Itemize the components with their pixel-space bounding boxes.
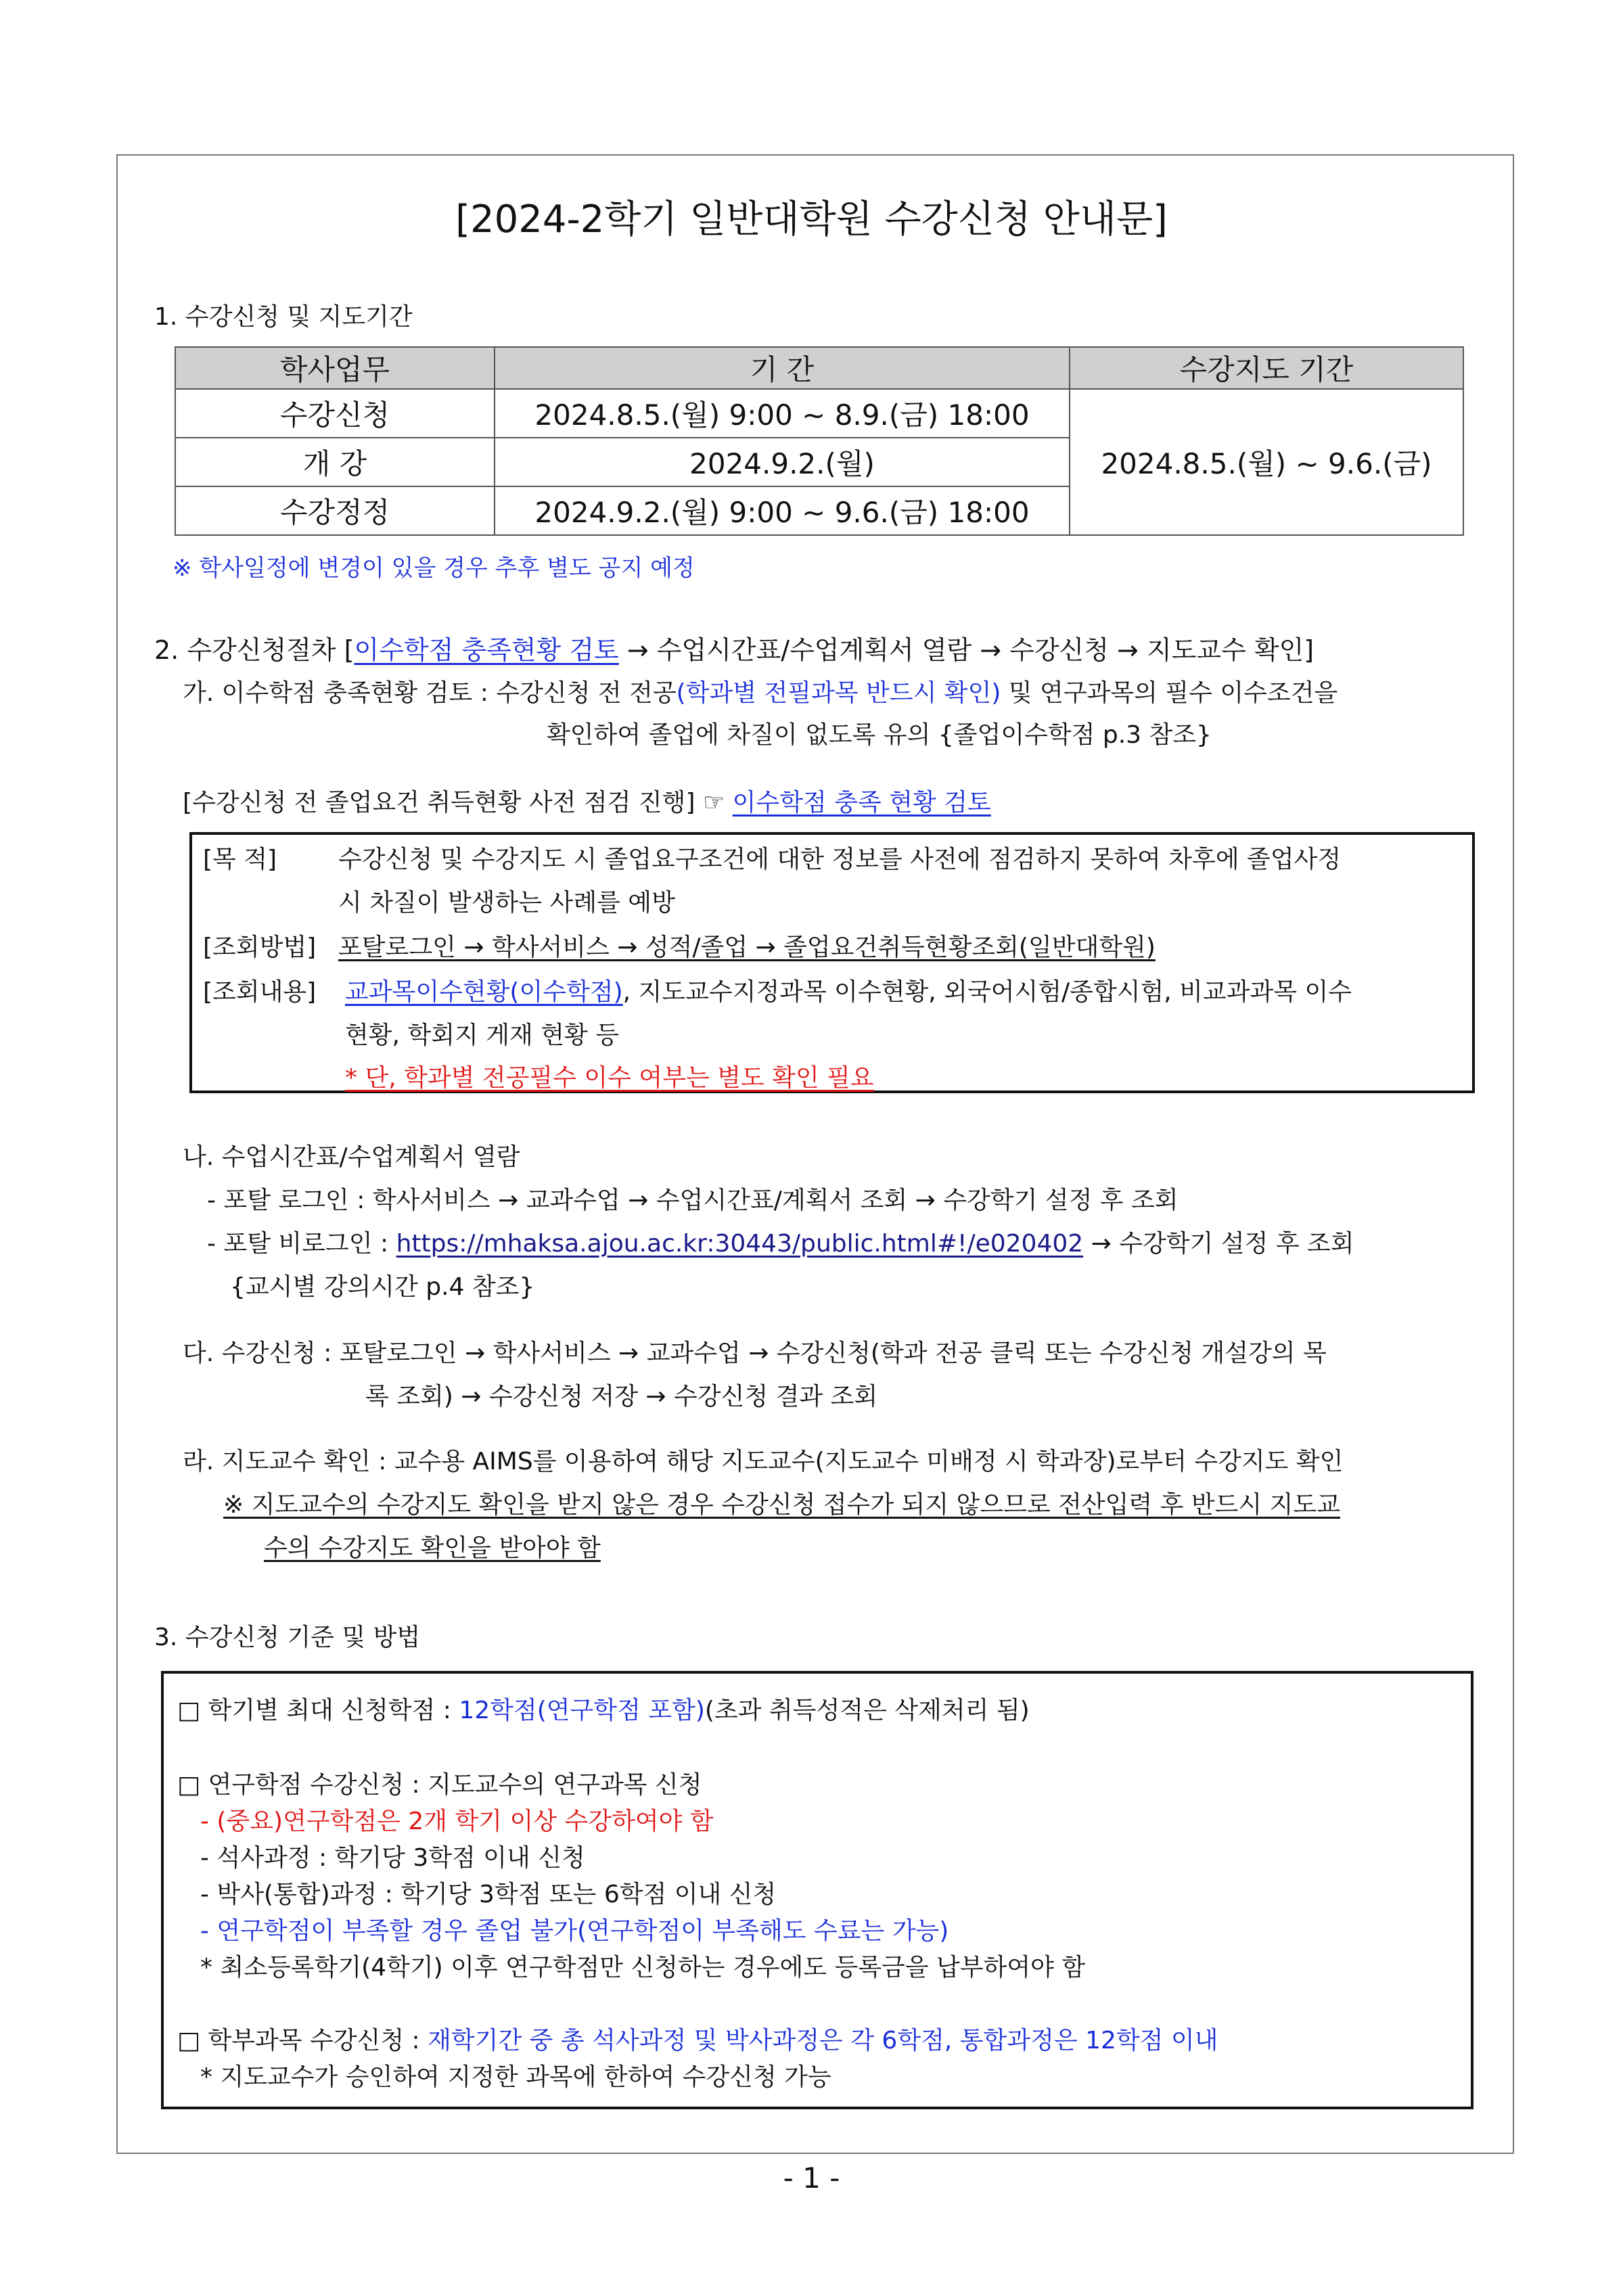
purpose-label: [목 적] — [203, 846, 277, 873]
item-ga — [183, 674, 1338, 708]
header-task: 학사업무 — [175, 347, 495, 389]
item-ra-1: 라. 지도교수 확인 : 교수용 AIMS를 이용하여 해당 지도교수(지도교수 미배정 시 학과장)로부터 수강지도 확인 — [183, 1448, 1344, 1475]
item-na-1: - 포탈 로그인 : 학사서비스 → 교과수업 → 수업시간표/계획서 조회 → 수강학기 설정 후 조회 — [207, 1187, 1179, 1214]
cell-task: 개 강 — [175, 438, 495, 486]
item-ra-3: 수의 수강지도 확인을 받아야 함 — [264, 1534, 601, 1562]
table-row — [175, 389, 1463, 438]
cell-period: 2024.8.5.(월) 9:00 ~ 8.9.(금) 18:00 — [495, 389, 1070, 438]
content-label: [조회내용] — [203, 978, 317, 1006]
item-da-2: 록 조회) → 수강신청 저장 → 수강신청 결과 조회 — [365, 1383, 878, 1410]
item-ga-text: 가. 이수학점 충족현황 검토 : 수강신청 전 전공 — [183, 679, 677, 707]
purpose-text: 수강신청 및 수강지도 시 졸업요구조건에 대한 정보를 사전에 점검하지 못하여 차후에 졸업사정 — [338, 846, 1342, 873]
cell-period: 2024.9.2.(월) — [495, 438, 1070, 486]
section-2-heading-pre: 2. 수강신청절차 [ — [154, 635, 355, 665]
item-ga-highlight: (학과별 전필과목 반드시 확인) — [676, 679, 1001, 707]
header-period: 기 간 — [495, 347, 1070, 389]
table-header-row — [175, 347, 1463, 389]
undergrad-note: * 지도교수가 승인하여 지정한 과목에 한하여 수강신청 가능 — [200, 2063, 831, 2091]
item-na-2-pre: - 포탈 비로그인 : — [207, 1230, 396, 1258]
item-na-2-post: → 수강학기 설정 후 조회 — [1083, 1230, 1354, 1258]
max-credits-label: □ 학기별 최대 신청학점 : — [177, 1697, 459, 1724]
max-credits-value: 12학점(연구학점 포함) — [459, 1697, 705, 1724]
schedule-note: ※ 학사일정에 변경이 있을 경우 추후 별도 공지 예정 — [173, 555, 695, 582]
section-2-heading-post: → 수업시간표/수업계획서 열람 → 수강신청 → 지도교수 확인] — [618, 635, 1315, 665]
content-warning: * 단, 학과별 전공필수 이수 여부는 별도 확인 필요 — [345, 1064, 874, 1092]
section-1-heading: 1. 수강신청 및 지도기간 — [154, 303, 413, 331]
schedule-table — [175, 346, 1464, 536]
item-na-heading: 나. 수업시간표/수업계획서 열람 — [183, 1143, 520, 1171]
item-na-2 — [207, 1224, 1354, 1259]
section-3-heading: 3. 수강신청 기준 및 방법 — [154, 1624, 421, 1651]
cell-task: 수강정정 — [175, 486, 495, 535]
item-ra-2: ※ 지도교수의 수강지도 확인을 받지 않은 경우 수강신청 접수가 되지 않으므로 전산입력 후 반드시 지도교 — [223, 1491, 1340, 1519]
page-number: - 1 - — [783, 2161, 840, 2195]
research-heading: □ 연구학점 수강신청 : 지도교수의 연구과목 신청 — [177, 1771, 702, 1799]
item-ga-line2: 확인하여 졸업에 차질이 없도록 유의 {졸업이수학점 p.3 참조} — [547, 721, 1212, 749]
cell-guidance-period: 2024.8.5.(월) ~ 9.6.(금) — [1070, 389, 1463, 535]
item-ga-text-post: 및 연구과목의 필수 이수조건을 — [1001, 679, 1338, 707]
undergrad-label: □ 학부과목 수강신청 : — [177, 2027, 428, 2054]
undergrad-limit: 재학기간 중 총 석사과정 및 박사과정은 각 6학점, 통합과정은 12학점 이내 — [428, 2027, 1218, 2054]
pre-check-text: [수강신청 전 졸업요건 취득현황 사전 점검 진행] ☞ — [183, 789, 733, 817]
credit-check-link[interactable]: 이수학점 충족현황 검토 — [354, 635, 619, 665]
cell-period: 2024.9.2.(월) 9:00 ~ 9.6.(금) 18:00 — [495, 486, 1070, 535]
content-text-2: 현황, 학회지 게재 현황 등 — [345, 1021, 619, 1049]
research-master: - 석사과정 : 학기당 3학점 이내 신청 — [200, 1844, 585, 1872]
method-label: [조회방법] — [203, 934, 317, 961]
max-credits-line — [177, 1691, 1030, 1726]
pre-check-line — [183, 783, 991, 818]
header-guidance: 수강지도 기간 — [1070, 347, 1463, 389]
max-credits-note: (초과 취득성적은 삭제처리 됨) — [704, 1697, 1030, 1724]
item-na-3: {교시별 강의시간 p.4 참조} — [230, 1273, 535, 1301]
section-2-heading — [154, 629, 1314, 666]
undergrad-line — [177, 2021, 1218, 2056]
research-graduation: - 연구학점이 부족할 경우 졸업 불가(연구학점이 부족해도 수료는 가능) — [200, 1917, 949, 1945]
purpose-text-2: 시 차질이 발생하는 사례를 예방 — [338, 889, 675, 917]
item-da-1: 다. 수강신청 : 포탈로그인 → 학사서비스 → 교과수업 → 수강신청(학과 전공 클릭 또는 수강신청 개설강의 목 — [183, 1339, 1327, 1367]
content-text — [345, 973, 1352, 1007]
research-phd: - 박사(통합)과정 : 학기당 3학점 또는 6학점 이내 신청 — [200, 1881, 777, 1908]
credit-status-review-link[interactable]: 이수학점 충족 현황 검토 — [732, 789, 991, 817]
cell-task: 수강신청 — [175, 389, 495, 438]
content-highlight: 교과목이수현황(이수학점) — [345, 978, 623, 1006]
research-important: - (중요)연구학점은 2개 학기 이상 수강하여야 함 — [200, 1808, 714, 1835]
research-note: * 최소등록학기(4학기) 이후 연구학점만 신청하는 경우에도 등록금을 납부하여야 함 — [200, 1954, 1086, 1981]
method-text: 포탈로그인 → 학사서비스 → 성적/졸업 → 졸업요건취득현황조회(일반대학원) — [338, 934, 1156, 961]
timetable-url-link[interactable]: https://mhaksa.ajou.ac.kr:30443/public.html#!/e020402 — [396, 1230, 1084, 1258]
content-rest: , 지도교수지정과목 이수현황, 외국어시험/종합시험, 비교과과목 이수 — [622, 978, 1352, 1006]
page-title: [2024-2학기 일반대학원 수강신청 안내문] — [455, 198, 1168, 242]
